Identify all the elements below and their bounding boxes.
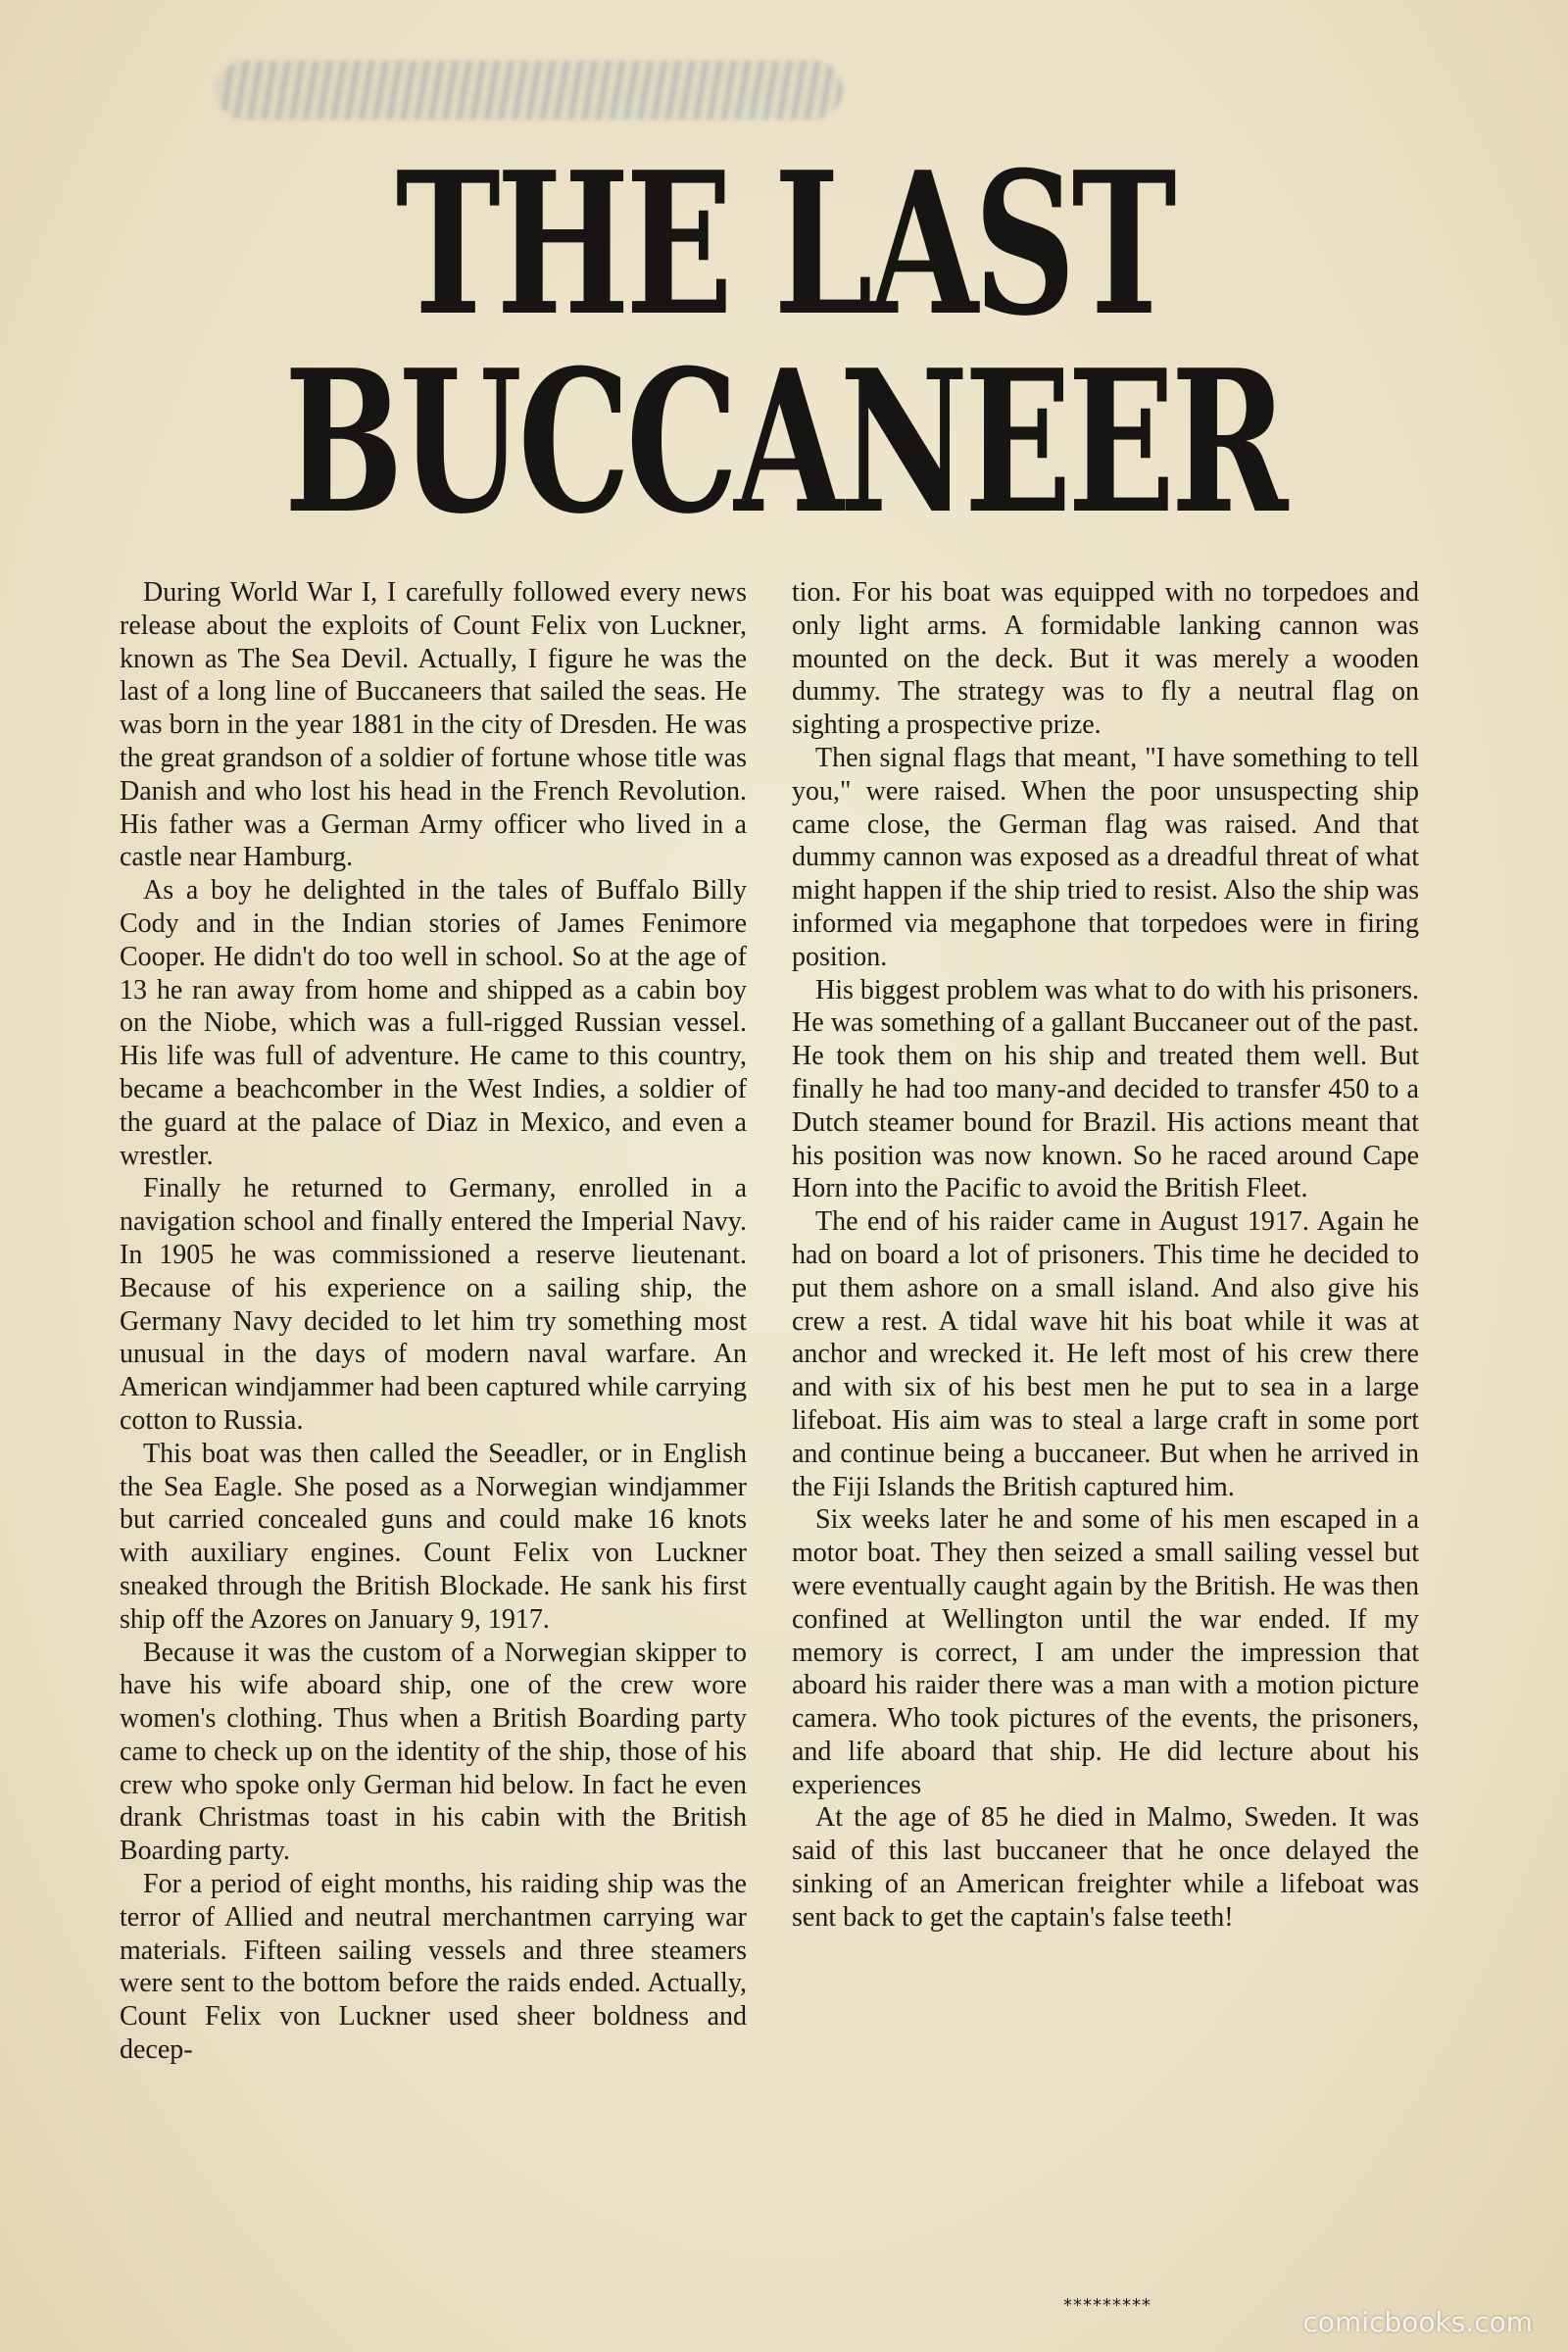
paragraph: The end of his raider came in August 1917. Again he had on board a lot of prisoners. This time he decided to put them ashore on a small island. And also give his crew a rest. A tidal wave hit his boat while it was at anchor and wrecked it. He left most of his crew there and with six of his best men he put to sea in a large lifeboat. His aim was to steal a large craft in some port and continue being a buccaneer. But when he arrived in the Fiji Islands the British captured him. [792, 1206, 1419, 1502]
right-column [792, 576, 1419, 1935]
paragraph: This boat was then called the Seeadler, or in English the Sea Eagle. She posed as a Norwegian windjammer but carried concealed guns and could make 16 knots with auxiliary engines. Count Felix von Luckner sneaked through the British Blockade. He sank his first ship off the Azores on January 9, 1917. [120, 1438, 747, 1635]
paragraph: Because it was the custom of a Norwegian skipper to have his wife aboard ship, one of the crew wore women's clothing. Thus when a British Boarding party came to check up on the identity of the ship, those of his crew who spoke only German hid below. In fact he even drank Christmas toast in his cabin with the British Boarding party. [120, 1637, 747, 1867]
paragraph: Finally he returned to Germany, enrolled in a navigation school and finally entered the Imperial Navy. In 1905 he was commissioned a reserve lieutenant. Because of his experience on a sailing ship, the Germany Navy decided to let him try something most unusual in the days of modern naval warfare. An American windjammer had been captured while carrying cotton to Russia. [120, 1173, 747, 1436]
paragraph: During World War I, I carefully followed every news release about the exploits of Count Felix von Luckner, known as The Sea Devil. Actually, I figure he was the last of a long line of Buccaneers that sailed the seas. He was born in the year 1881 in the city of Dresden. He was the great grandson of a soldier of fortune whose title was Danish and who lost his head in the French Revolution. His father was a German Army officer who lived in a castle near Hamburg. [120, 577, 747, 873]
title-line-1: THE LAST [395, 129, 1173, 360]
print-smudge [216, 61, 843, 120]
paragraph-continued: tion. For his boat was equipped with no torpedoes and only light arms. A formidable lanking cannon was mounted on the deck. But it was merely a wooden dummy. The strategy was to fly a neutral flag on sighting a prospective prize. [792, 577, 1419, 741]
watermark: comicbooks.com [1302, 2306, 1533, 2338]
end-mark: ********* [1063, 2295, 1152, 2316]
paragraph: Six weeks later he and some of his men escaped in a motor boat. They then seized a small sailing vessel but were eventually caught again by the British. He was then confined at Wellington until the war ended. If my memory is correct, I am under the impression that aboard his raider there was a man with a motion picture camera. Who took pictures of the events, the prisoners, and life aboard that ship. He did lecture about his experiences [792, 1504, 1419, 1800]
paragraph: At the age of 85 he died in Malmo, Sweden. It was said of this last buccaneer that he once delayed the sinking of an American freighter while a lifeboat was sent back to get the captain's false teeth! [792, 1802, 1419, 1933]
title-line-2: BUCCANEER [283, 327, 1285, 558]
paragraph: His biggest problem was what to do with his prisoners. He was something of a gallant Buccaneer out of the past. He took them on his ship and treated them well. But finally he had too many-and decided to transfer 450 to a Dutch steamer bound for Brazil. His actions meant that his position was now known. So he raced around Cape Horn into the Pacific to avoid the British Fleet. [792, 974, 1419, 1204]
paragraph: As a boy he delighted in the tales of Buffalo Billy Cody and in the Indian stories of James Fenimore Cooper. He didn't do too well in school. So at the age of 13 he ran away from home and shipped as a cabin boy on the Niobe, which was a full-rigged Russian vessel. His life was full of adventure. He came to this country, became a beachcomber in the West Indies, a soldier of the guard at the palace of Diaz in Mexico, and even a wrestler. [120, 875, 747, 1171]
left-column [120, 576, 747, 2067]
paragraph: For a period of eight months, his raiding ship was the terror of Allied and neutral merchantmen carrying war materials. Fifteen sailing vessels and three steamers were sent to the bottom before the raids ended. Actually, Count Felix von Luckner used sheer boldness and decep- [120, 1869, 747, 2066]
paragraph: Then signal flags that meant, "I have something to tell you," were raised. When the poor unsuspecting ship came close, the German flag was raised. And that dummy cannon was exposed as a dreadful threat of what might happen if the ship tried to resist. Also the ship was informed via megaphone that torpedoes were in firing position. [792, 742, 1419, 972]
